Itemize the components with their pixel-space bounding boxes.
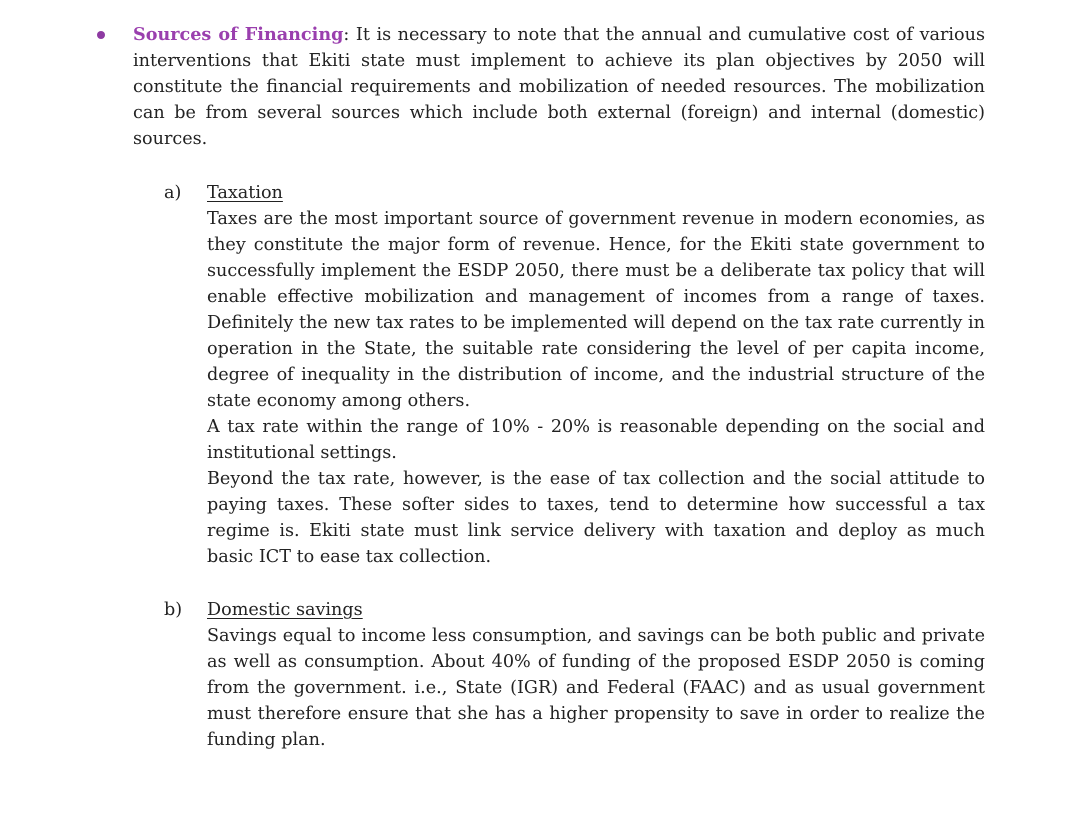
bullet-dot-icon bbox=[97, 31, 105, 39]
section-lead-heading: Sources of Financing bbox=[133, 24, 344, 45]
subsection-a-marker: a) bbox=[164, 183, 182, 203]
section-lead-colon: : bbox=[343, 25, 350, 45]
sources-of-financing-paragraph bbox=[133, 22, 985, 152]
subsection-taxation bbox=[207, 180, 985, 570]
taxation-paragraph-2: A tax rate within the range of 10% - 20% is reasonable depending on the social and institutional settings. bbox=[207, 417, 985, 463]
section-body-text: It is necessary to note that the annual and cumulative cost of various interventions that Ekiti state must implement to achieve its plan objectives by 2050 will constitute the financial requirements and mobilization of needed resources. The mobilization can be from several sources which include both external (foreign) and internal (domestic) sources. bbox=[133, 25, 985, 149]
sources-of-financing-section bbox=[133, 22, 985, 152]
subsection-b-marker: b) bbox=[164, 600, 183, 620]
taxation-paragraph-3: Beyond the tax rate, however, is the ease of tax collection and the social attitude to paying taxes. These softer sides to taxes, tend to determine how successful a tax regime is. Ekiti state must link service delivery with taxation and deploy as much basic ICT to ease tax collection. bbox=[207, 469, 985, 567]
taxation-paragraph-1: Taxes are the most important source of government revenue in modern economies, as they constitute the major form of revenue. Hence, for the Ekiti state government to successfully implement the ESDP 2050, there must be a deliberate tax policy that will enable effective mobilization and management of incomes from a range of taxes. Definitely the new tax rates to be implemented will depend on the tax rate currently in operation in the State, the suitable rate considering the level of per capita income, degree of inequality in the distribution of income, and the industrial structure of the state economy among others. bbox=[207, 209, 985, 411]
subsection-domestic-savings bbox=[207, 597, 985, 753]
subsection-domestic-savings-title: Domestic savings bbox=[207, 600, 363, 620]
domestic-savings-paragraph-1: Savings equal to income less consumption, and savings can be both public and private as well as consumption. About 40% of funding of the proposed ESDP 2050 is coming from the government. i.e., State (IGR) and Federal (FAAC) and as usual government must therefore ensure that she has a higher propensity to save in order to realize the funding plan. bbox=[207, 626, 985, 750]
subsection-taxation-title: Taxation bbox=[207, 183, 283, 203]
